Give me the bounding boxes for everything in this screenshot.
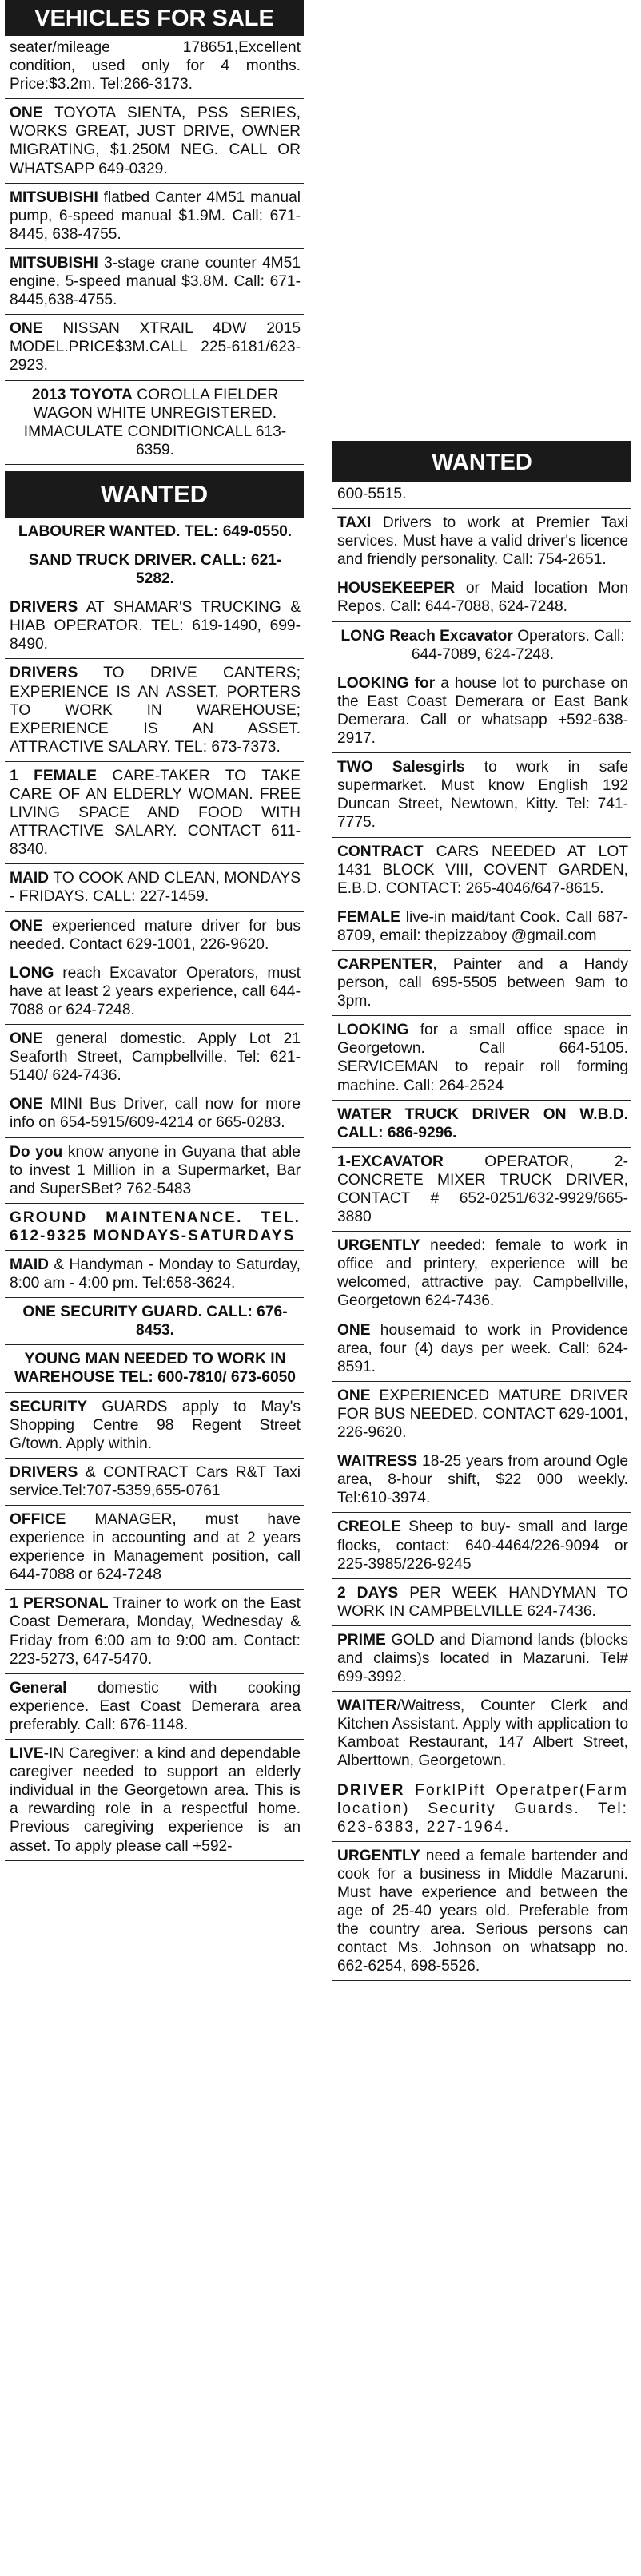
vehicles-list — [5, 36, 304, 465]
ad-lead-text: TWO Salesgirls — [337, 759, 465, 776]
ad-lead-text: CONTRACT — [337, 843, 424, 860]
ad-lead-text: ONE — [10, 1030, 43, 1048]
ad-body-text: TO DRIVE CANTERS; EXPERIENCE IS AN ASSET. PORTERS TO WORK IN WAREHOUSE; EXPERIENCE IS AN ASSET. ATTRACTIVE SALARY. TEL: 673-7373. — [10, 665, 301, 756]
ad-lead-text: ONE — [337, 1321, 371, 1339]
ad-lead-text: LOOKING — [337, 1022, 409, 1039]
ad-body-text: OPERATOR, 2- CONCRETE MIXER TRUCK DRIVER, CONTACT # 652-0251/632-9929/665-3880 — [337, 1153, 628, 1226]
ad-body-text: GUARDS apply to May's Shopping Centre 98 Regent Street G/town. Apply within. — [10, 1398, 301, 1452]
ad-body-text: & Handyman - Monday to Saturday, 8:00 am - 4:00 pm. Tel:658-3624. — [10, 1256, 301, 1292]
ad-lead-text: MITSUBISHI — [10, 254, 98, 272]
classified-ad — [5, 593, 304, 659]
ad-body-text: for a small office space in Georgetown. Call 664-5105. SERVICEMAN to repair roll forming machine. Call: 264-2524 — [337, 1022, 628, 1094]
ad-lead-text: URGENTLY — [337, 1237, 420, 1255]
wanted-list-right — [332, 482, 631, 1981]
ad-body-text: Sheep to buy- small and large flocks, contact: 640-4464/226-9094 or 225-3985/226-9245 — [337, 1518, 628, 1573]
ad-body-text: to work in safe supermarket. Must know English 192 Duncan Street, Newtown, Kitty. Tel: 741-7775. — [337, 759, 628, 832]
ad-lead-text: General — [10, 1679, 67, 1697]
ad-lead-text: ONE — [10, 917, 43, 935]
ad-lead-text: ONE — [337, 1387, 371, 1404]
left-column — [5, 0, 304, 1861]
ad-body-text: flatbed Canter 4M51 manual pump, 6-speed manual $1.9M. Call: 671-8445, 638-4755. — [10, 189, 301, 243]
ad-lead-text: HOUSEKEEPER — [337, 580, 456, 597]
ad-lead-text: LONG — [10, 964, 54, 982]
classified-ad — [5, 1204, 304, 1251]
classified-ad — [5, 249, 304, 315]
wanted-header-right: WANTED — [332, 441, 631, 482]
classified-ad — [332, 482, 631, 509]
ad-lead-text: LABOURER WANTED. TEL: 649-0550. — [18, 522, 293, 540]
ad-lead-text: MAID — [10, 870, 50, 887]
ad-lead-text: GROUND MAINTENANCE. TEL. 612-9325 MONDAYS-SATURDAYS — [10, 1209, 301, 1244]
ad-body-text: /Waitress, Counter Clerk and Kitchen Assistant. Apply with application to Kamboat Restaurant, 147 Albert Street, Alberttown, Georgetown. — [337, 1697, 628, 1770]
ad-body-text: CARE-TAKER TO TAKE CARE OF AN ELDERLY WOMAN. FREE LIVING SPACE AND FOOD WITH ATTRACTIVE SALARY. CONTACT 611-8340. — [10, 767, 301, 859]
ad-lead-text: 1 FEMALE — [10, 767, 98, 784]
ad-lead-text: CREOLE — [337, 1518, 401, 1536]
ad-lead-text: LIVE — [10, 1745, 44, 1763]
classified-ad — [5, 1251, 304, 1298]
ad-body-text: experienced mature driver for bus needed. Contact 629-1001, 226-9620. — [10, 917, 301, 953]
classified-ad — [332, 669, 631, 753]
ad-lead-text: 1-EXCAVATOR — [337, 1153, 444, 1170]
classified-ad — [5, 1298, 304, 1345]
classified-ad — [5, 959, 304, 1025]
ad-lead-text: LONG Reach Excavator — [340, 627, 513, 645]
ad-lead-text: OFFICE — [10, 1511, 66, 1528]
classified-ad — [5, 381, 304, 465]
ad-body-text: NISSAN XTRAIL 4DW 2015 MODEL.PRICE$3M.CALL 225-6181/623-2923. — [10, 320, 301, 375]
classified-ad — [332, 622, 631, 669]
ad-body-text: need a female bartender and cook for a business in Middle Mazaruni. Must have experience and between the age of 25-40 years old. Preferable from the country area. Serious persons can contact Ms. Johnson on whatsapp no. 662-6254, 698-5526. — [337, 1847, 628, 1975]
ad-lead-text: 2 DAYS — [337, 1584, 399, 1602]
classified-ad — [5, 864, 304, 911]
classified-ad — [332, 574, 631, 621]
classified-ad — [5, 1393, 304, 1459]
ad-body-text: TO COOK AND CLEAN, MONDAYS - FRIDAYS. CALL: 227-1459. — [10, 870, 301, 906]
classified-ad — [332, 509, 631, 574]
ad-body-text: ForklPift Operatper(Farm location) Security Guards. Tel: 623-6383, 227-1964. — [337, 1781, 628, 1836]
ad-lead-text: SAND TRUCK DRIVER. CALL: 621-5282. — [28, 551, 282, 588]
classified-ad — [332, 1776, 631, 1842]
ad-body-text: CARS NEEDED AT LOT 1431 BLOCK VIII, COVENT GARDEN, E.B.D. CONTACT: 265-4046/647-8615. — [337, 843, 628, 897]
ad-body-text: EXPERIENCED MATURE DRIVER FOR BUS NEEDED. CONTACT 629-1001, 226-9620. — [337, 1387, 628, 1442]
ad-lead-text: ONE — [10, 105, 43, 122]
classified-ad — [332, 951, 631, 1016]
ad-body-text: 600-5515. — [337, 486, 407, 502]
ad-lead-text: LOOKING for — [337, 674, 436, 692]
ad-body-text: Operators. Call: 644-7089, 624-7248. — [411, 627, 625, 663]
ad-body-text: reach Excavator Operators, must have at least 2 years experience, call 644-7088 or 624-7248. — [10, 964, 301, 1018]
ad-body-text: GOLD and Diamond lands (blocks and claims)s located in Mazaruni. Tel# 699-3992. — [337, 1631, 628, 1686]
ad-lead-text: DRIVERS — [10, 1463, 78, 1481]
classified-ad — [5, 1590, 304, 1673]
ad-body-text: needed: female to work in office and printery, experience will be welcomed, attractive pay. Campbellville, Georgetown 624-7436. — [337, 1237, 628, 1310]
ad-body-text: 3-stage crane counter 4M51 engine, 5-speed manual $3.8M. Call: 671-8445,638-4755. — [10, 254, 301, 309]
ad-body-text: Trainer to work on the East Coast Demerara, Monday, Wednesday & Friday from 6:00 am to 9:00 am. Contact: 223-5273, 647-5470. — [10, 1595, 301, 1668]
ad-body-text: live-in maid/tant Cook. Call 687-8709, email: thepizzaboy @gmail.com — [337, 908, 628, 944]
ad-body-text: know anyone in Guyana that able to invest 1 Million in a Supermarket, Bar and SuperSBet? 762-5483 — [10, 1143, 301, 1197]
classified-ad — [5, 99, 304, 183]
classified-ad — [332, 1148, 631, 1232]
classified-ad — [5, 762, 304, 864]
ad-lead-text: ONE SECURITY GUARD. CALL: 676-8453. — [22, 1304, 288, 1340]
classified-ad — [5, 1459, 304, 1506]
ad-body-text: & CONTRACT Cars R&T Taxi service.Tel:707-5359,655-0761 — [10, 1463, 301, 1499]
classified-ad — [332, 1101, 631, 1148]
wanted-list-left — [5, 518, 304, 1861]
ad-lead-text: WAITRESS — [337, 1453, 418, 1471]
ad-body-text: domestic with cooking experience. East Coast Demerara area preferably. Call: 676-1148. — [10, 1679, 301, 1733]
classified-ad — [5, 315, 304, 380]
ad-lead-text: CARPENTER — [337, 955, 433, 973]
ad-lead-text: URGENTLY — [337, 1847, 420, 1864]
ad-lead-text: ONE — [10, 1096, 43, 1113]
ad-body-text: housemaid to work in Providence area, four (4) days per week. Call: 624-8591. — [337, 1321, 628, 1375]
ad-body-text: Drivers to work at Premier Taxi services. Must have a valid driver's licence and friendly personality. Call: 754-2651. — [337, 514, 628, 569]
ad-lead-text: DRIVERS — [10, 665, 78, 682]
classified-ad — [332, 1016, 631, 1100]
classified-ad — [5, 184, 304, 249]
ad-lead-text: DRIVER — [337, 1781, 405, 1799]
ad-body-text: general domestic. Apply Lot 21 Seaforth Street, Campbellville. Tel: 621-5140/ 624-7436. — [10, 1030, 301, 1085]
ad-lead-text: MITSUBISHI — [10, 189, 98, 206]
classified-ad — [5, 1506, 304, 1590]
ad-body-text: PER WEEK HANDYMAN TO WORK IN CAMPBELVILLE 624-7436. — [337, 1584, 628, 1620]
classified-ad — [332, 1382, 631, 1447]
classified-ad — [332, 1447, 631, 1513]
ad-lead-text: Do you — [10, 1143, 63, 1161]
classified-ad — [5, 1345, 304, 1392]
ad-lead-text: WATER TRUCK DRIVER ON W.B.D. CALL: 686-9296. — [337, 1105, 628, 1141]
ad-lead-text: 2013 TOYOTA — [31, 386, 133, 403]
classified-ad — [332, 903, 631, 951]
ad-body-text: seater/mileage 178651,Excellent condition, used only for 4 months. Price:$3.2m. Tel:266-3173. — [10, 39, 301, 93]
ad-body-text: MINI Bus Driver, call now for more info on 654-5915/609-4214 or 665-0283. — [10, 1096, 301, 1132]
classified-ad — [5, 1090, 304, 1137]
ad-body-text: or Maid location Mon Repos. Call: 644-7088, 624-7248. — [337, 580, 628, 616]
classified-ad — [5, 546, 304, 593]
classified-ad — [5, 1740, 304, 1861]
ad-body-text: a house lot to purchase on the East Coast Demerara or East Bank Demerara. Call or whatsapp +592-638-2917. — [337, 674, 628, 748]
ad-lead-text: TAXI — [337, 514, 372, 532]
ad-body-text: , Painter and a Handy person, call 695-5505 between 9am to 3pm. — [337, 955, 628, 1010]
wanted-header-left: WANTED — [5, 471, 304, 518]
classified-ad — [332, 1626, 631, 1692]
right-column — [332, 441, 631, 1981]
ad-lead-text: WAITER — [337, 1697, 397, 1715]
ad-lead-text: YOUNG MAN NEEDED TO WORK IN WAREHOUSE TEL: 600-7810/ 673-6050 — [14, 1351, 296, 1387]
ad-body-text: COROLLA FIELDER WAGON WHITE UNREGISTERED. IMMACULATE CONDITIONCALL 613-6359. — [23, 386, 287, 458]
classified-ad — [5, 1674, 304, 1740]
ad-lead-text: FEMALE — [337, 908, 400, 926]
classified-ad — [332, 838, 631, 903]
classified-ad — [5, 1138, 304, 1204]
classified-ad — [332, 1692, 631, 1776]
ad-lead-text: PRIME — [337, 1631, 386, 1649]
classified-ad — [332, 1513, 631, 1578]
classified-ad — [332, 1316, 631, 1382]
classified-ad — [5, 36, 304, 99]
ad-body-text: TOYOTA SIENTA, PSS SERIES, WORKS GREAT, JUST DRIVE, OWNER MIGRATING, $1.250M NEG. CALL OR WHATSAPP 649-0329. — [10, 105, 301, 177]
vehicles-for-sale-header: VEHICLES FOR SALE — [5, 0, 304, 36]
ad-lead-text: MAID — [10, 1256, 50, 1273]
ad-lead-text: DRIVERS — [10, 599, 78, 617]
classified-ad — [332, 1842, 631, 1982]
ad-body-text: 18-25 years from around Ogle area, 8-hour shift, $22 000 weekly. Tel:610-3974. — [337, 1453, 628, 1507]
classified-ad — [5, 912, 304, 959]
ad-body-text: AT SHAMAR'S TRUCKING & HIAB OPERATOR. TEL: 619-1490, 699-8490. — [10, 599, 301, 653]
ad-lead-text: SECURITY — [10, 1398, 88, 1415]
classified-ad — [332, 1232, 631, 1316]
classified-ad — [5, 518, 304, 546]
ad-lead-text: 1 PERSONAL — [10, 1595, 109, 1613]
classified-ad — [5, 1025, 304, 1090]
classified-ad — [5, 659, 304, 761]
classified-ad — [332, 753, 631, 837]
ad-body-text: MANAGER, must have experience in accounting and at 2 years experience in Management position, call 644-7088 or 624-7248 — [10, 1511, 301, 1584]
ad-body-text: -IN Caregiver: a kind and dependable caregiver needed to support an elderly individual in the Georgetown area. This is a rewarding role in a respectful home. Previous caregiving experience is an asset. To apply please call +592- — [10, 1745, 301, 1855]
classified-ad — [332, 1579, 631, 1626]
ad-lead-text: ONE — [10, 320, 43, 338]
